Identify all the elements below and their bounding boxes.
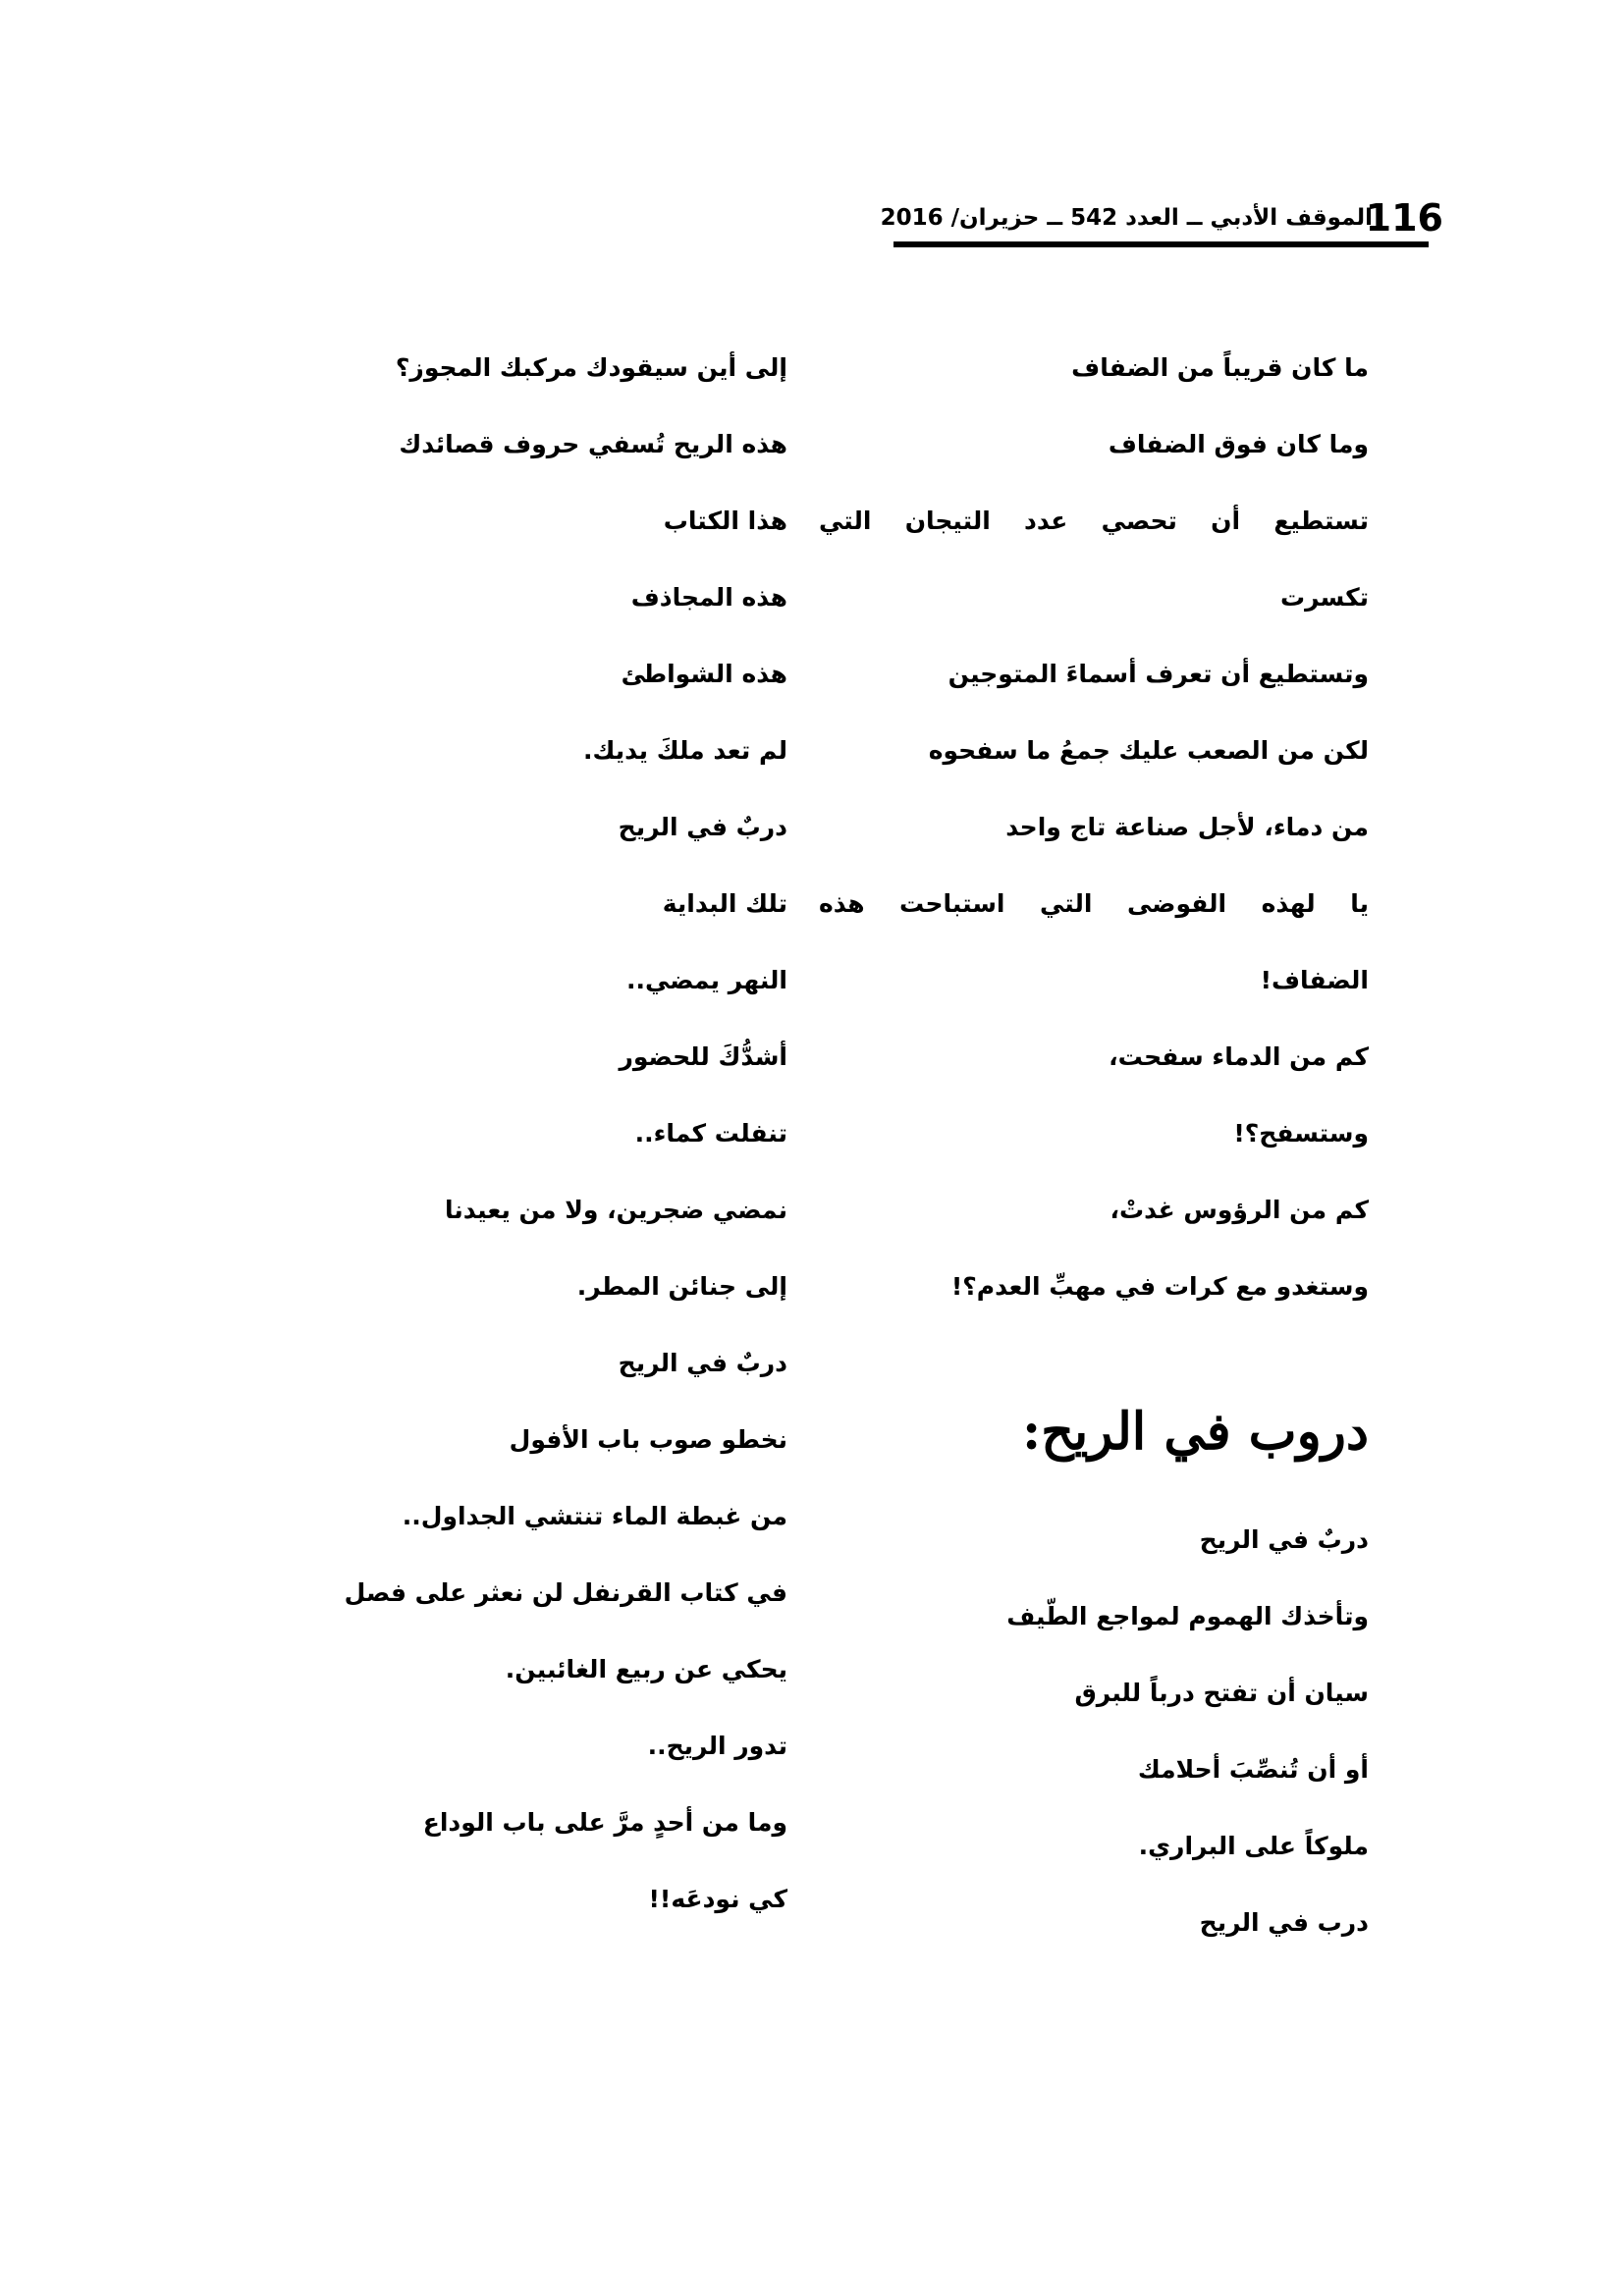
poem-line: الضفاف! [1260,966,1369,994]
poem-line: من غبطة الماء تنتشي الجداول.. [402,1502,787,1530]
poem-line: كي نودعَه!! [648,1885,787,1913]
poem-line: وما من أحدٍ مرَّ على باب الوداع [422,1808,787,1837]
poem-line: وستسفح؟! [1233,1119,1369,1148]
poem-line: هذه الشواطئ [621,660,787,688]
poem-line: تدور الريح.. [647,1732,787,1760]
poem-line: ما كان قريباً من الضفاف [1071,353,1369,382]
poem-line: هذه المجاذف [630,583,787,612]
poem-line: تنفلت كماء.. [634,1119,787,1148]
poem-line: أو أن تُنصِّبَ أحلامك [1137,1755,1369,1784]
poem-line: ملوكاً على البراري. [1138,1832,1369,1860]
poem-line: وستغدو مع كرات في مهبِّ العدم؟! [950,1272,1369,1301]
poem-line: النهر يمضي.. [626,966,787,994]
poem-line: دربٌ في الريح [1199,1525,1369,1554]
poem-line: تكسرت [1279,583,1369,612]
poem-line: دربٌ في الريح [618,813,787,841]
poem-line: هذا الكتاب [663,507,787,535]
poem-line: هذه الريح تُسفي حروف قصائدك [399,430,787,458]
section-title: دروب في الريح: [1022,1402,1369,1462]
poem-line: وما كان فوق الضفاف [1108,430,1369,458]
poem-line: إلى جنائن المطر. [576,1272,787,1301]
poem-line: وتأخذك الهموم لمواجع الطّيف [1006,1602,1369,1630]
poem-column-right [819,339,1369,1970]
poem-line: أشدُّكَ للحضور [619,1042,787,1071]
running-head: الموقف الأدبي ــ العدد 542 ــ حزيران/ 2016 [880,205,1373,231]
poem-line: تستطيع أن تحصي عدد التيجان التي [819,507,1369,535]
poem-column-left [277,339,787,1947]
poem-line: كم من الدماء سفحت، [1109,1042,1369,1071]
page-number: 116 [1365,196,1443,240]
page-header [880,192,1443,251]
poem-line: لم تعد ملكَ يديك. [583,736,787,765]
poem-line: يا لهذه الفوضى التي استباحت هذه [819,889,1369,918]
poem-line: سيان أن تفتح درباً للبرق [1074,1679,1369,1707]
poem-line: لكن من الصعب عليك جمعُ ما سفحوه [928,736,1369,765]
poem-line: تلك البداية [662,889,787,918]
poem-line: من دماء، لأجل صناعة تاج واحد [1005,813,1369,841]
poem-line: كم من الرؤوس غدتْ، [1110,1196,1369,1224]
poem-line: دربٌ في الريح [618,1349,787,1377]
poem-line: في كتاب القرنفل لن نعثر على فصل [344,1578,787,1607]
poem-line: درب في الريح [1199,1908,1369,1937]
poem-line: نخطو صوب باب الأفول [509,1425,787,1454]
header-rule [893,241,1429,247]
poem-line: إلى أين سيقودك مركبك المجوز؟ [395,353,787,382]
poem-line: وتستطيع أن تعرف أسماءَ المتوجين [947,660,1369,688]
poem-line: نمضي ضجرين، ولا من يعيدنا [444,1196,787,1224]
poem-line: يحكي عن ربيع الغائبين. [505,1655,787,1683]
